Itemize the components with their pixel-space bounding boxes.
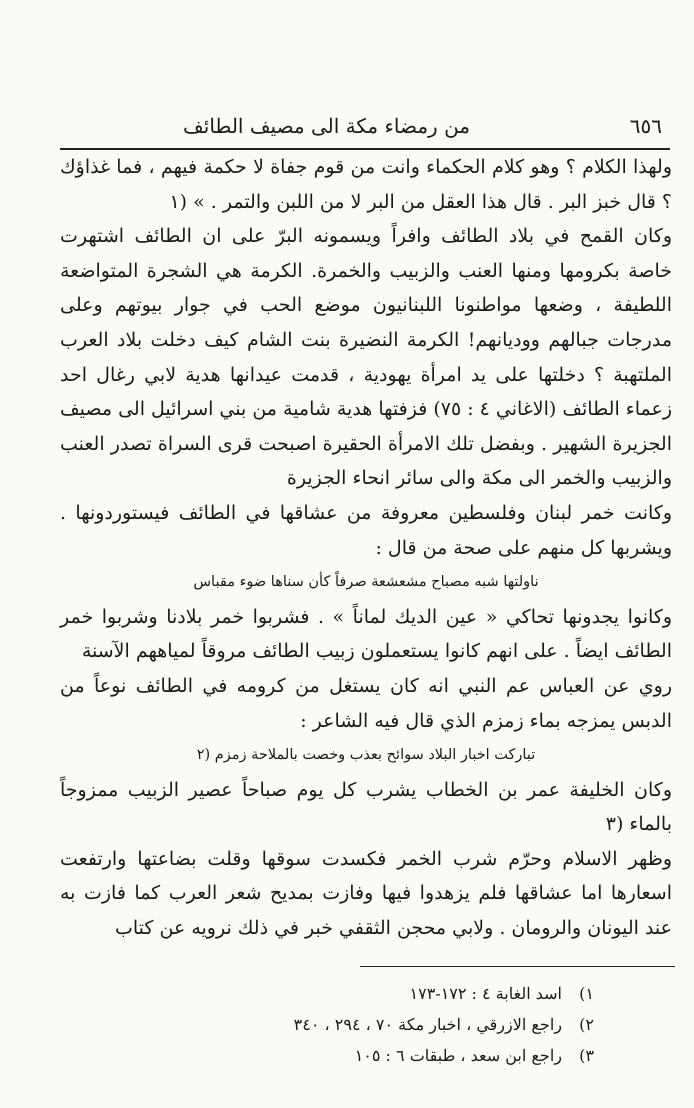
paragraph: روي عن العباس عم النبي انه كان يستغل من كرومه في الطائف نوعاً من الدبس يمزجه بماء زمزم الذي قال فيه الشاعر : <box>60 674 672 732</box>
footnote-text: راجع الازرقي ، اخبار مكة ٧٠ ، ٢٩٤ ، ٣٤٠ <box>293 1015 562 1034</box>
running-title: من رمضاء مكة الى مصيف الطائف <box>183 114 470 138</box>
verse-line: ناولتها شبه مصباح مشعشعة صرفاً كأن سناها ضوء مقباس <box>193 574 539 591</box>
page-number: ٦٥٦ <box>629 114 662 138</box>
paragraph: ولهذا الكلام ؟ وهو كلام الحكماء وانت من قوم جفاة لا حكمة فيهم ، فما غذاؤك ؟ قال خبز البر . قال هذا العقل من البر لا من اللبن والتمر . » (١ <box>60 156 672 213</box>
verse-line: تباركت اخبار البلاد سوائح بعذب وخصت بالملاحة زمزم (٢ <box>196 747 536 764</box>
footnote <box>94 1040 594 1071</box>
paragraph: وكانت خمر لبنان وفلسطين معروفة من عشاقها في الطائف فيستوردونها . ويشربها كل منهم على صحة من قال : <box>60 501 672 559</box>
paragraph: وظهر الاسلام وحرّم شرب الخمر فكسدت سوقها وقلت بضاعتها وارتفعت اسعارها اما عشاقها فلم يزهدوا فيها وفازت بمديح شعر العرب كما فازت به عند اليونان والرومان . ولابي محجن الثقفي خبر في ذلك نرويه عن كتاب <box>60 847 672 940</box>
footnote <box>94 1009 594 1040</box>
footnote-number: ١) <box>579 984 594 1003</box>
footnote-number: ٣) <box>579 1046 594 1065</box>
page-header <box>40 112 670 148</box>
footnote-text: راجع ابن سعد ، طبقات ٦ : ١٠٥ <box>354 1046 562 1065</box>
footnote <box>94 978 594 1009</box>
paragraph: وكان الخليفة عمر بن الخطاب يشرب كل يوم صباحاً عصير الزبيب ممزوجاً بالماء (٣ <box>60 778 672 836</box>
footnote-rule <box>360 966 675 967</box>
paragraph: وكانوا يجدونها تحاكي « عين الديك لماناً » . فشربوا خمر بلادنا وشربوا خمر الطائف ايضاً . على انهم كانوا يستعملون زبيب الطائف مروقاً لمياههم الآسنة <box>60 605 672 663</box>
body-text <box>60 150 672 946</box>
footnote-number: ٢) <box>579 1015 594 1034</box>
footnotes <box>94 978 594 1071</box>
paragraph: وكان القمح في بلاد الطائف وافراً ويسمونه البرّ على ان الطائف اشتهرت خاصة بكرومها ومنها العنب والزبيب والخمرة. الكرمة هي الشجرة المتواضعة اللطيفة ، وضعها مواطنونا اللبنانيون موضع الحب في جوار بيوتهم وعلى مدرجات جبالهم ووديانهم! الكرمة النضيرة بنت الشام كيف دخلت بلاد العرب الملتهبة ؟ دخلتها على يد امرأة يهودية ، قدمت عيدانها هدية لابي رغال احد زعماء الطائف (الاغاني ٤ : ٧٥) فزفتها هدية شامية من بني اسرائيل الى مصيف الجزيرة الشهير . وبفضل تلك الامرأة الحقيرة اصبحت قرى السراة تصدر العنب والزبيب والخمر الى مكة والى سائر انحاء الجزيرة <box>59 225 672 490</box>
footnote-text: اسد الغابة ٤ : ١٧٢-١٧٣ <box>409 984 562 1003</box>
